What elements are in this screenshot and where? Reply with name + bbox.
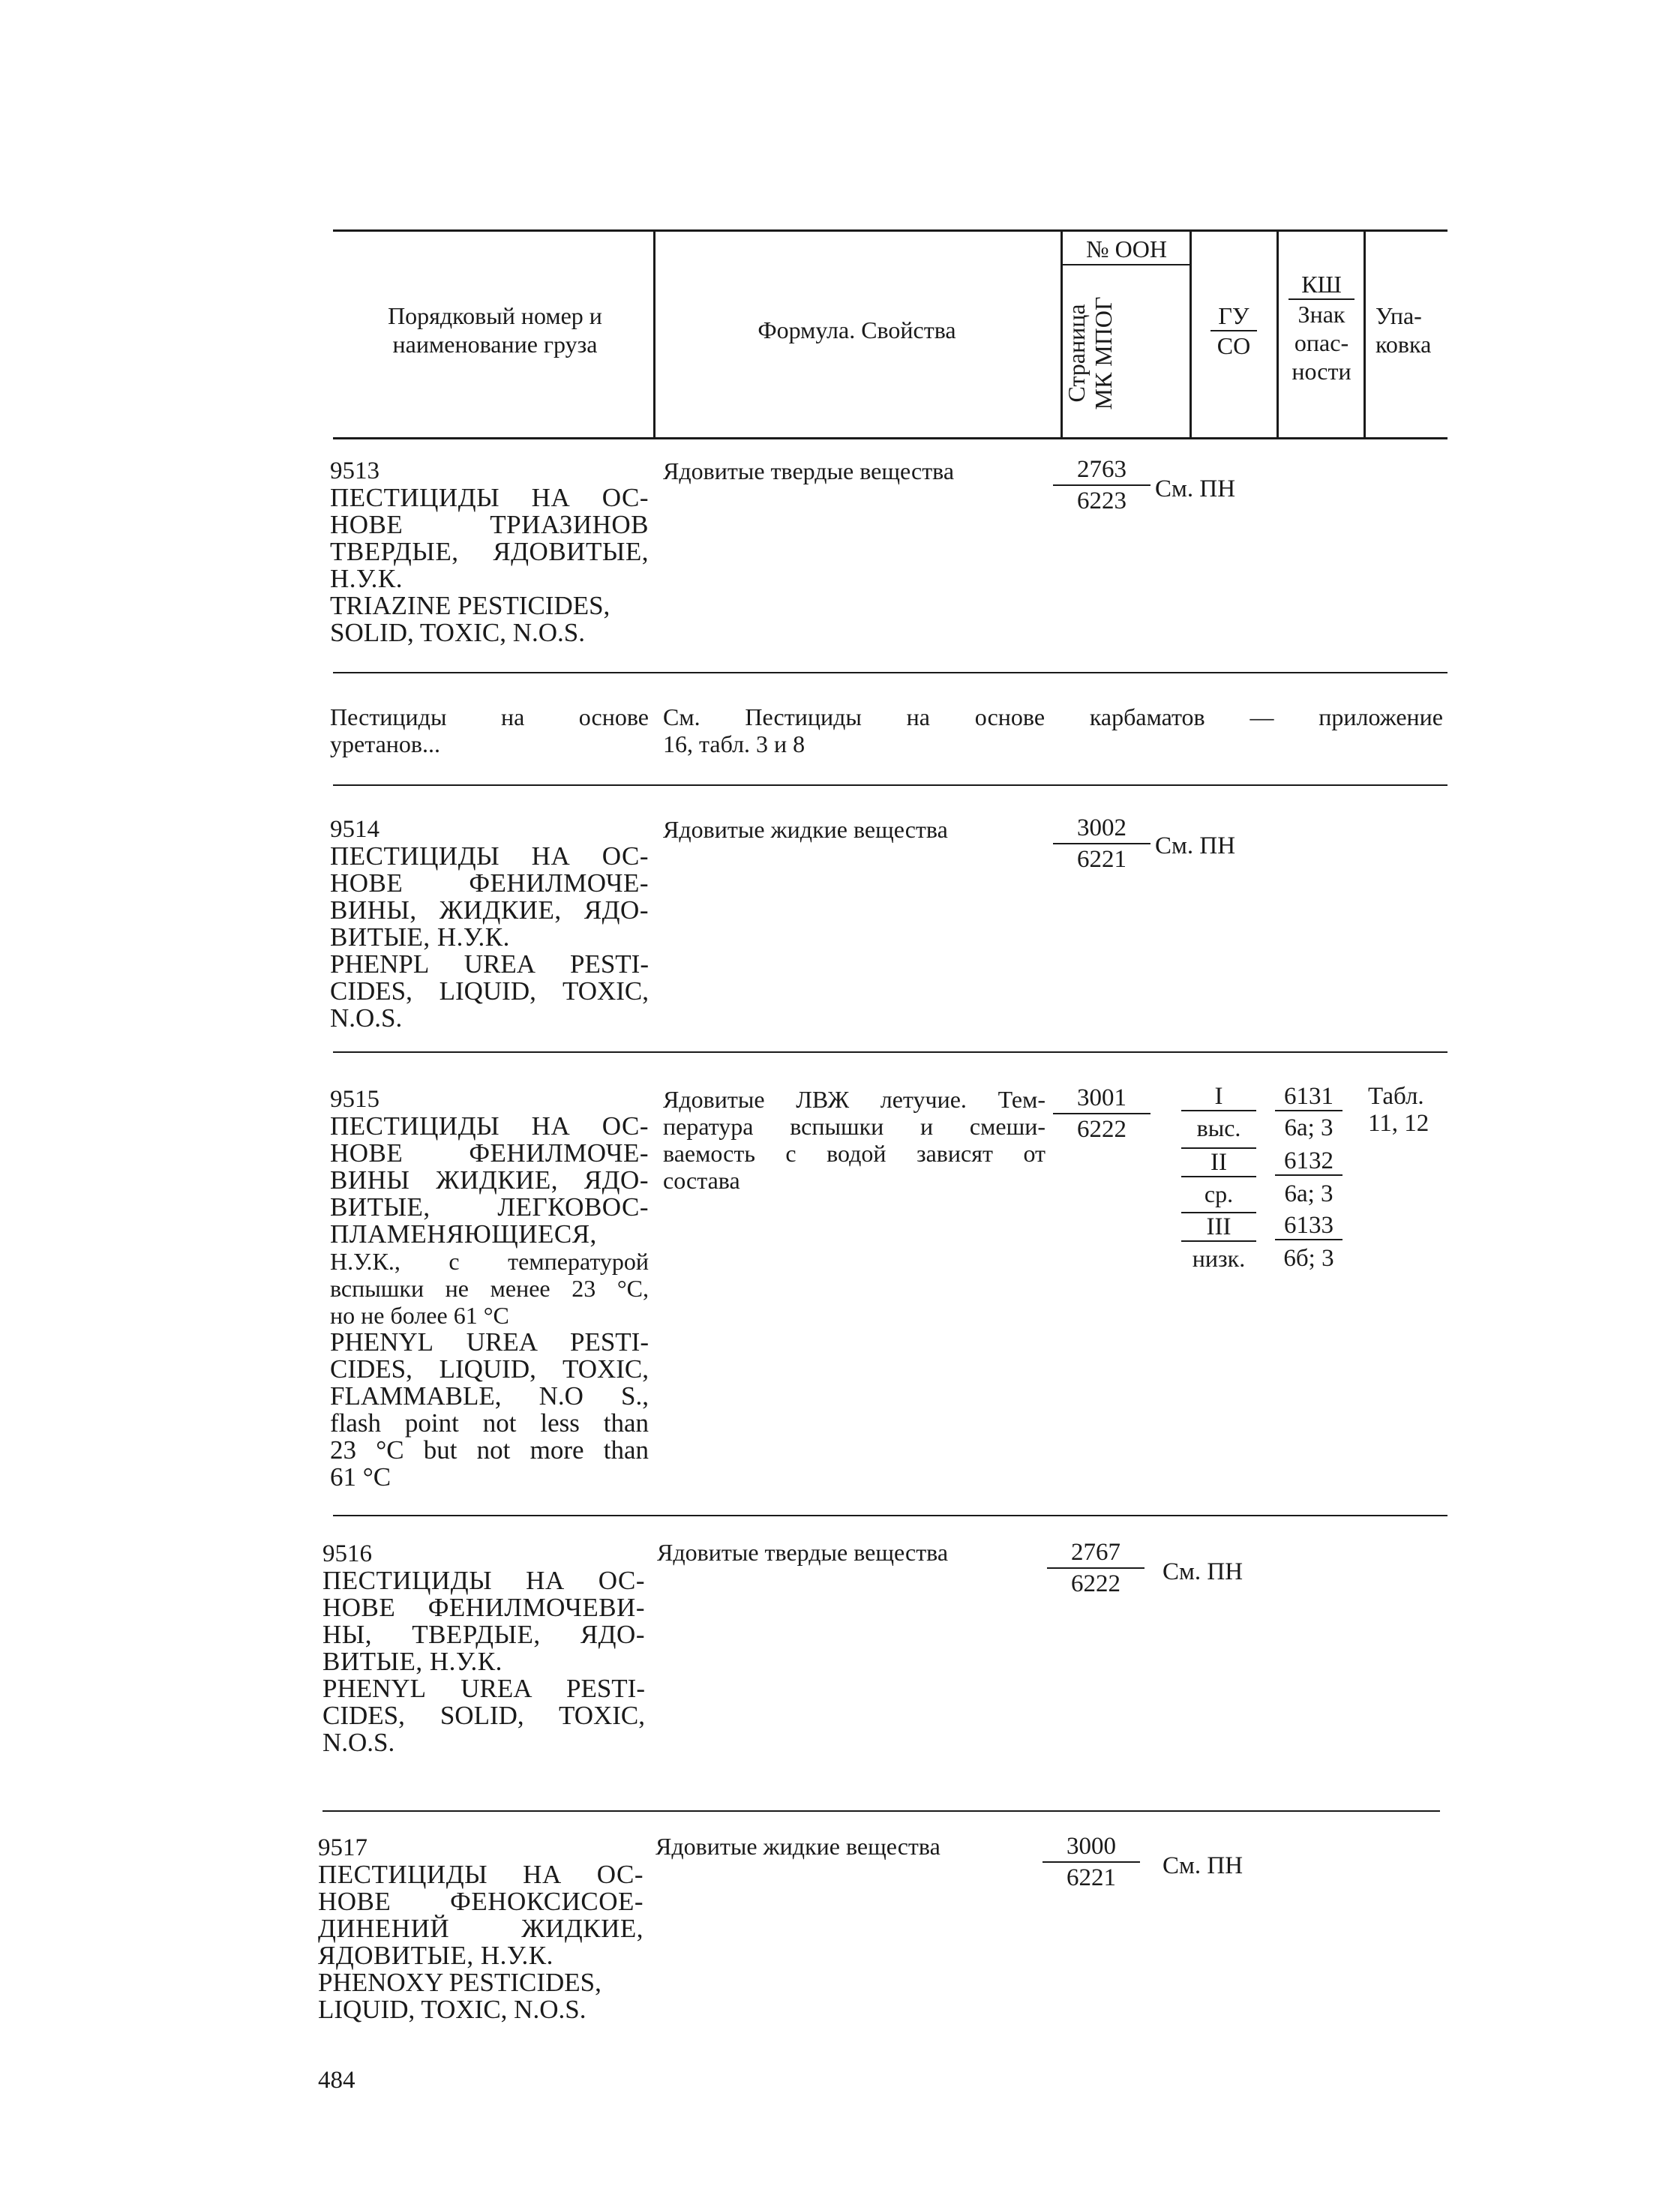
header-divider-4	[1276, 232, 1279, 437]
column-header-packaging: Упа- ковка	[1376, 302, 1432, 358]
entry-name-ru: ПЕСТИЦИДЫ НА ОС- НОВЕ ФЕНИЛМОЧЕВИ- НЫ, ТВЕРДЫЕ, ЯДО- ВИТЫЕ, Н.У.К.	[322, 1566, 645, 1676]
entry-name-ru: ПЕСТИЦИДЫ НА ОС- НОВЕ ФЕНИЛМОЧЕ- ВИНЫ, ЖИДКИЕ, ЯДО- ВИТЫЕ, Н.У.К.	[330, 841, 649, 952]
entry-name-ru: ПЕСТИЦИДЫ НА ОС- НОВЕ ФЕНИЛМОЧЕ- ВИНЫ ЖИДКИЕ, ЯДО- ВИТЫЕ, ЛЕГКОВОС- ПЛАМЕНЯЮЩИЕСЯ,	[330, 1111, 649, 1249]
entry-name-en: TRIAZINE PESTICIDES, SOLID, TOXIC, N.O.S.	[330, 591, 610, 647]
group-znak: 6б; 3	[1283, 1245, 1334, 1272]
entry-flashpoint-ru: Н.У.К., с температурой вспышки не менее 23 °С, но не более 61 °С	[330, 1248, 649, 1329]
un-page-fraction: $\frac{3002}{6221}$	[1053, 813, 1150, 874]
row-rule	[333, 672, 1448, 673]
column-header-un-number: № ООН	[1086, 235, 1167, 262]
entry-properties: Ядовитые твердые вещества	[657, 1539, 949, 1566]
un-page-fraction: $\frac{3001}{6222}$	[1053, 1083, 1150, 1144]
column-header-ksh: КШ Знак опас- ности	[1284, 270, 1359, 385]
entry-properties: Ядовитые ЛВЖ летучие. Тем- пература вспышки и смеши- ваемость с водой зависят от состава	[663, 1086, 1046, 1194]
group-so: ср.	[1204, 1180, 1234, 1207]
reference-see-pn: См. ПН	[1155, 475, 1236, 502]
entry-name-ru: ПЕСТИЦИДЫ НА ОС- НОВЕ ТРИАЗИНОВ ТВЕРДЫЕ, ЯДОВИТЫЕ, Н.У.К.	[330, 483, 649, 593]
header-divider-5	[1364, 232, 1366, 437]
un-sub-rule	[1063, 264, 1190, 265]
reference-see-pn: См. ПН	[1162, 1852, 1244, 1879]
row-rule	[333, 1515, 1448, 1516]
row-rule	[333, 784, 1448, 786]
reference-see-pn: См. ПН	[1162, 1558, 1244, 1585]
group-so: низк.	[1192, 1245, 1246, 1272]
un-page-fraction: $\frac{2767}{6222}$	[1047, 1537, 1144, 1599]
group-znak: 6а; 3	[1284, 1180, 1334, 1207]
header-divider-1	[653, 232, 656, 437]
entry-number: 9515	[330, 1086, 380, 1113]
entry-properties: Ядовитые жидкие вещества	[663, 816, 948, 843]
entry-number: 9516	[322, 1540, 372, 1567]
column-header-name: Порядковый номер и наименование груза	[388, 302, 602, 358]
group-gu: I	[1181, 1083, 1256, 1111]
group-znak: 6а; 3	[1284, 1114, 1334, 1141]
un-page-fraction: $\frac{2763}{6223}$	[1053, 454, 1150, 516]
group-so: выс.	[1196, 1114, 1241, 1141]
entry-number: 9513	[330, 457, 380, 484]
entry-name-en: PHENOXY PESTICIDES, LIQUID, TOXIC, N.O.S.	[318, 1968, 602, 2024]
group-gu: III	[1181, 1212, 1256, 1242]
column-header-page-ref: Страница МК МПОГ	[1063, 296, 1117, 410]
page-number: 484	[318, 2067, 356, 2094]
group-ksh: 6132	[1275, 1147, 1342, 1176]
entry-properties: Ядовитые жидкие вещества	[656, 1833, 940, 1860]
group-ksh: 6131	[1275, 1083, 1342, 1111]
entry-name-en: PHENYL UREA PESTI- CIDES, SOLID, TOXIC, N.O.S.	[322, 1674, 645, 1757]
row-rule	[333, 1051, 1448, 1053]
entry-number: 9517	[318, 1834, 368, 1861]
header-divider-3	[1190, 232, 1192, 437]
header-bottom-rule	[333, 437, 1448, 439]
entry-properties: Ядовитые твердые вещества	[663, 457, 955, 484]
group-ksh: 6133	[1275, 1212, 1342, 1240]
group-gu: II	[1181, 1147, 1256, 1177]
column-header-gu-so: ГУ СО	[1200, 301, 1268, 360]
entry-name-en: PHENPL UREA PESTI- CIDES, LIQUID, TOXIC, N.O.S.	[330, 949, 649, 1033]
crossref-name: Пестициды на основе уретанов...	[330, 703, 649, 757]
un-page-fraction: $\frac{3000}{6221}$	[1042, 1831, 1140, 1893]
header-top-rule	[333, 229, 1448, 232]
entry-number: 9514	[330, 816, 380, 843]
packaging-ref: Табл. 11, 12	[1368, 1083, 1430, 1137]
entry-name-ru: ПЕСТИЦИДЫ НА ОС- НОВЕ ФЕНОКСИСОЕ- ДИНЕНИЙ ЖИДКИЕ, ЯДОВИТЫЕ, Н.У.К.	[318, 1860, 644, 1970]
entry-name-en: PHENYL UREA PESTI- CIDES, LIQUID, TOXIC, FLAMMABLE, N.O S., flash point not less than 23 °С but not more than 61 °С	[330, 1327, 649, 1492]
column-header-formula: Формула. Свойства	[758, 316, 956, 343]
reference-see-pn: См. ПН	[1155, 832, 1236, 859]
row-rule	[322, 1810, 1440, 1812]
crossref-text: См. Пестициды на основе карбаматов — приложение 16, табл. 3 и 8	[663, 703, 1443, 757]
